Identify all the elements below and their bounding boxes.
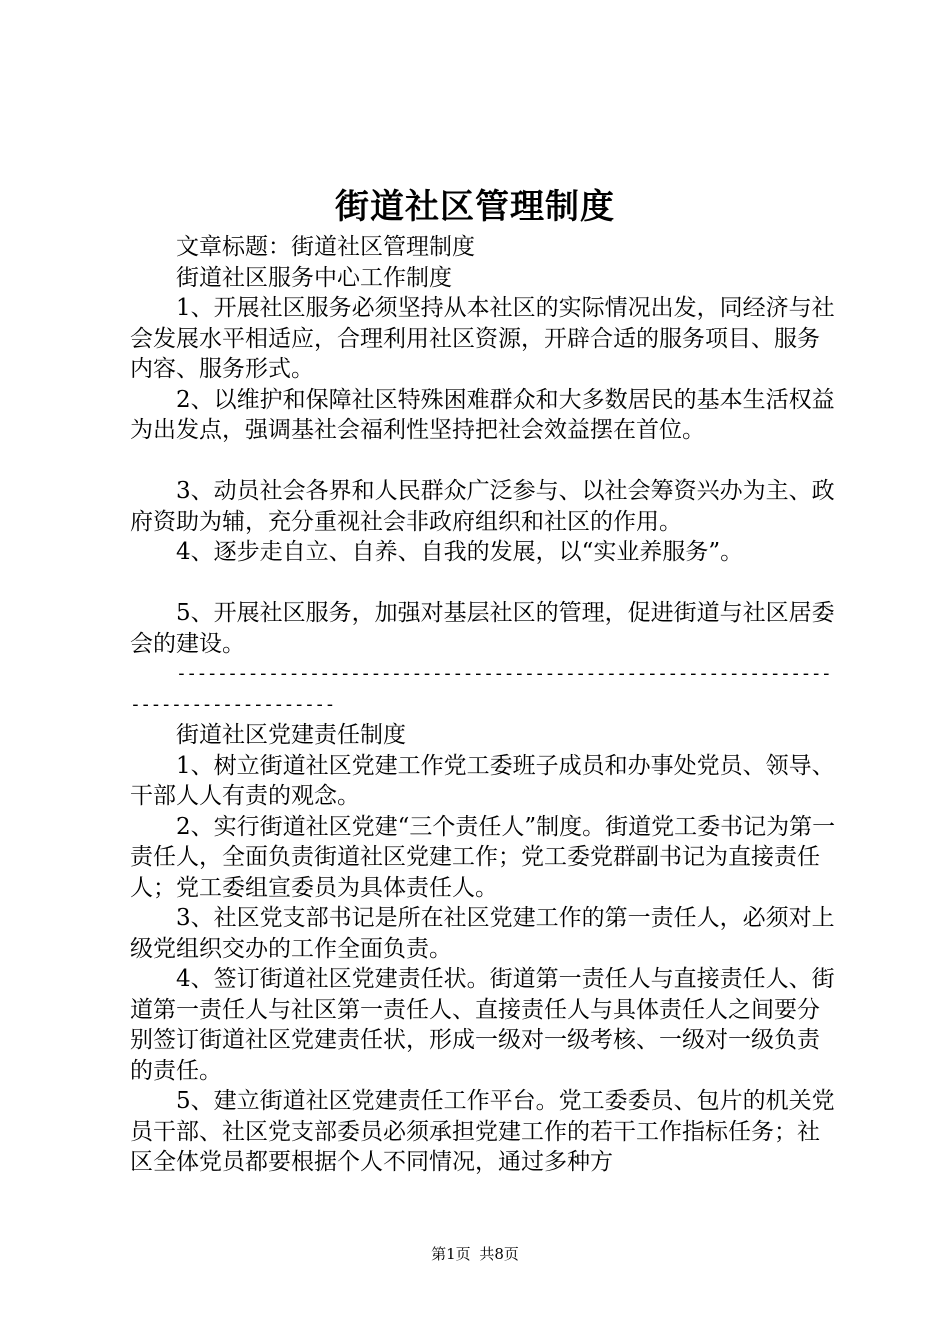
page-total: 共8页	[479, 1245, 519, 1263]
paragraph-party-2: 2、实行街道社区党建“三个责任人”制度。街道党工委书记为第一责任人，全面负责街道社区党建工作；党工委党群副书记为直接责任人；党工委组宣委员为具体责任人。	[130, 813, 836, 901]
paragraph-service-4: 4、逐步走自立、自养、自我的发展，以“实业养服务”。	[176, 539, 744, 565]
document-title: 街道社区管理制度	[335, 187, 615, 227]
paragraph-service-5: 5、开展社区服务，加强对基层社区的管理，促进街道与社区居委会的建设。	[130, 600, 835, 657]
article-title-line: 文章标题：街道社区管理制度	[176, 234, 475, 260]
paragraph-service-2: 2、以维护和保障社区特殊困难群众和大多数居民的基本生活权益为出发点，强调基社会福利性坚持把社会效益摆在首位。	[130, 386, 835, 443]
paragraph-service-1: 1、开展社区服务必须坚持从本社区的实际情况出发，同经济与社会发展水平相适应，合理利用社区资源，开辟合适的服务项目、服务内容、服务形式。	[130, 295, 835, 382]
paragraph-party-1: 1、树立街道社区党建工作党工委班子成员和办事处党员、领导、干部人人有责的观念。	[130, 752, 835, 809]
paragraph-party-3: 3、社区党支部书记是所在社区党建工作的第一责任人，必须对上级党组织交办的工作全面负责。	[130, 905, 835, 962]
section-heading-service-center: 街道社区服务中心工作制度	[176, 264, 452, 291]
paragraph-service-3: 3、动员社会各界和人民群众广泛参与、以社会筹资兴办为主、政府资助为辅，充分重视社会非政府组织和社区的作用。	[130, 478, 835, 535]
page-footer	[0, 1243, 950, 1265]
paragraph-party-4: 4、签订街道社区党建责任状。街道第一责任人与直接责任人、街道第一责任人与社区第一责任人、直接责任人与具体责任人之间要分别签订街道社区党建责任状，形成一级对一级考核、一级对一级负责的责任。	[130, 966, 835, 1084]
paragraph-party-5: 5、建立街道社区党建责任工作平台。党工委委员、包片的机关党员干部、社区党支部委员必须承担党建工作的若干工作指标任务；社区全体党员都要根据个人不同情况，通过多种方	[130, 1088, 835, 1175]
document-body	[130, 232, 838, 1178]
separator-line-continued: --------------------	[130, 693, 335, 715]
separator-line: ----------------------------------------------------------------	[176, 663, 832, 684]
section-heading-party-building: 街道社区党建责任制度	[176, 722, 406, 748]
page-number: 第1页	[431, 1245, 471, 1263]
